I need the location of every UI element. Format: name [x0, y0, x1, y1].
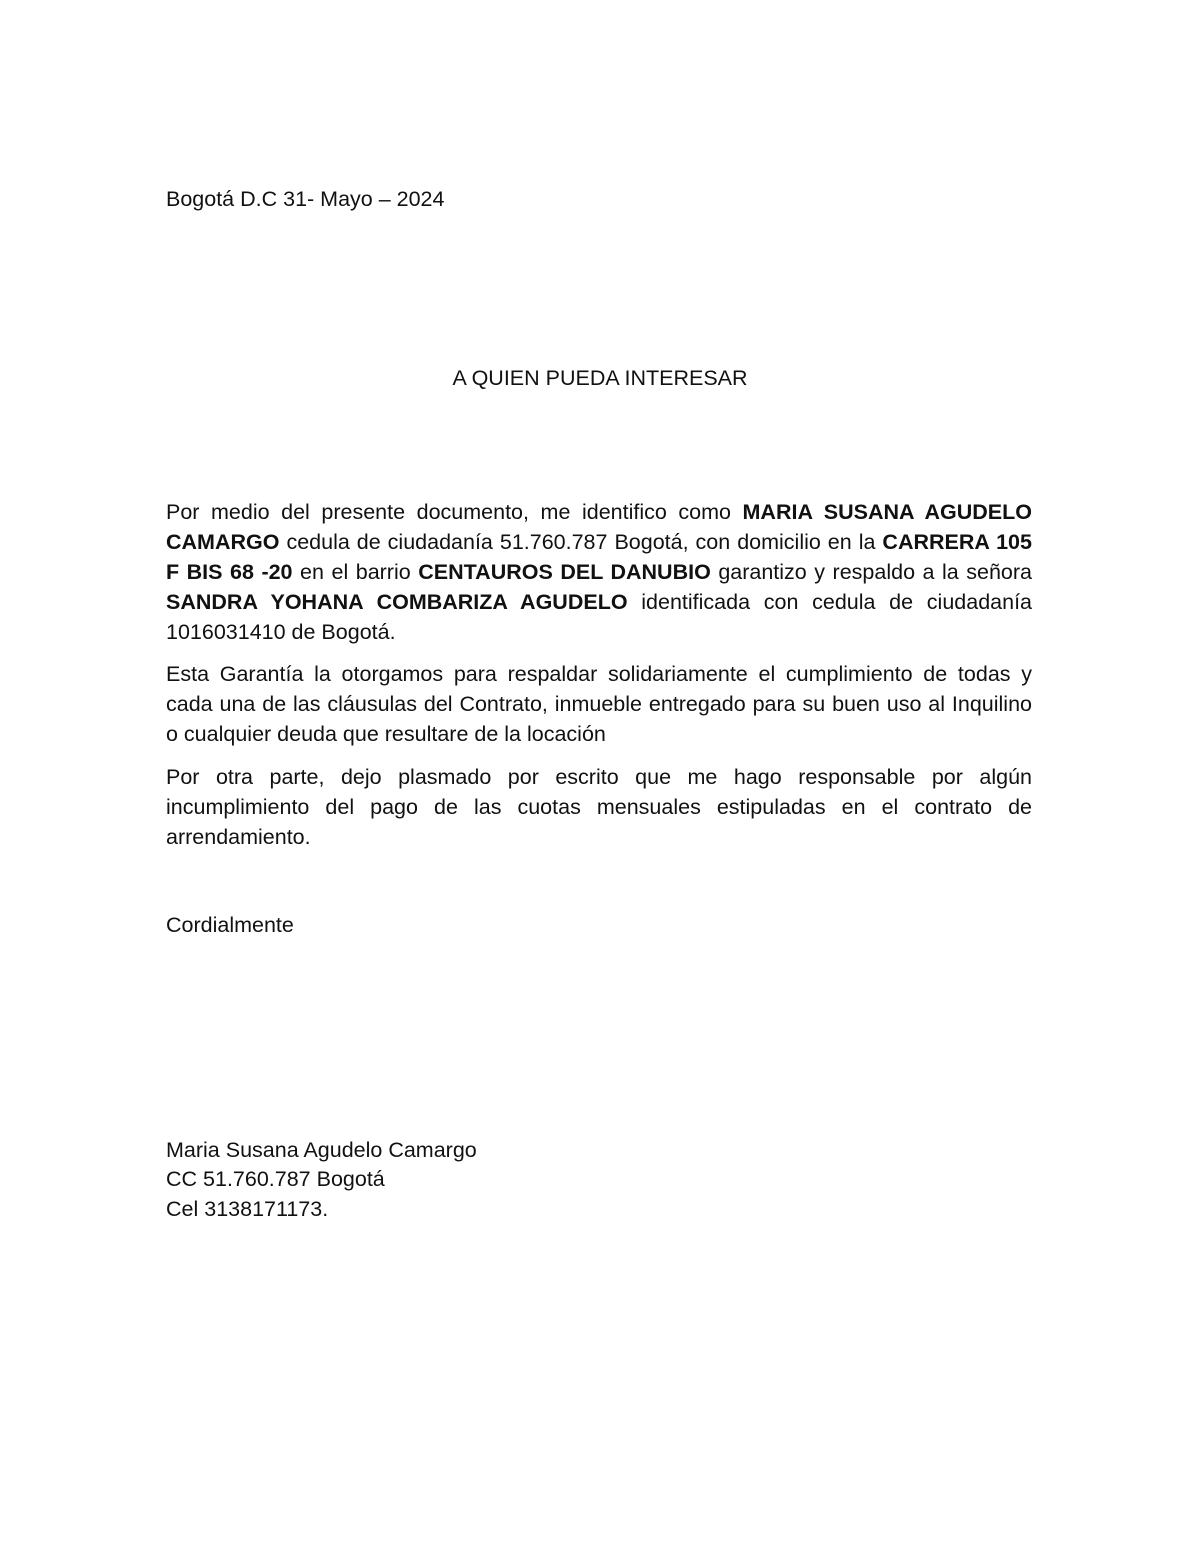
- p1-text-2: cedula de ciudadanía 51.760.787 Bogotá, con domicilio en la: [279, 530, 883, 554]
- p1-text-3: en el barrio: [292, 560, 419, 584]
- letter-closing: Cordialmente: [166, 913, 294, 937]
- signature-id: CC 51.760.787 Bogotá: [166, 1167, 385, 1191]
- signature-phone: Cel 3138171173.: [166, 1197, 329, 1221]
- guarantor-neighborhood: CENTAUROS DEL DANUBIO: [418, 560, 711, 584]
- paragraph-responsibility: Por otra parte, dejo plasmado por escrito que me hago responsable por algún incumplimiento del pago de las cuotas mensuales estipuladas en el contrato de arrendamiento.: [166, 765, 1032, 849]
- guarantor-name: MARIA SUSANA AGUDELO CAMARGO: [166, 500, 1032, 554]
- p1-text-5: identificada con cedula de ciudadanía 1016031410 de Bogotá.: [166, 590, 1032, 644]
- letter-date: Bogotá D.C 31- Mayo – 2024: [166, 187, 445, 211]
- paragraph-identification: [166, 497, 1032, 647]
- letter-heading: A QUIEN PUEDA INTERESAR: [452, 366, 748, 390]
- signature-name: Maria Susana Agudelo Camargo: [166, 1138, 477, 1162]
- tenant-name: SANDRA YOHANA COMBARIZA AGUDELO: [166, 590, 628, 614]
- paragraph-guarantee: Esta Garantía la otorgamos para respaldar solidariamente el cumplimiento de todas y cada una de las cláusulas del Contrato, inmueble entregado para su buen uso al Inquilino o cualquier deuda que resultare de la locación: [166, 662, 1032, 746]
- p1-text-4: garantizo y respaldo a la señora: [710, 560, 1033, 584]
- guarantor-address: CARRERA 105 F BIS 68 -20: [166, 530, 1032, 584]
- p1-text-1: Por medio del presente documento, me identifico como: [166, 500, 743, 524]
